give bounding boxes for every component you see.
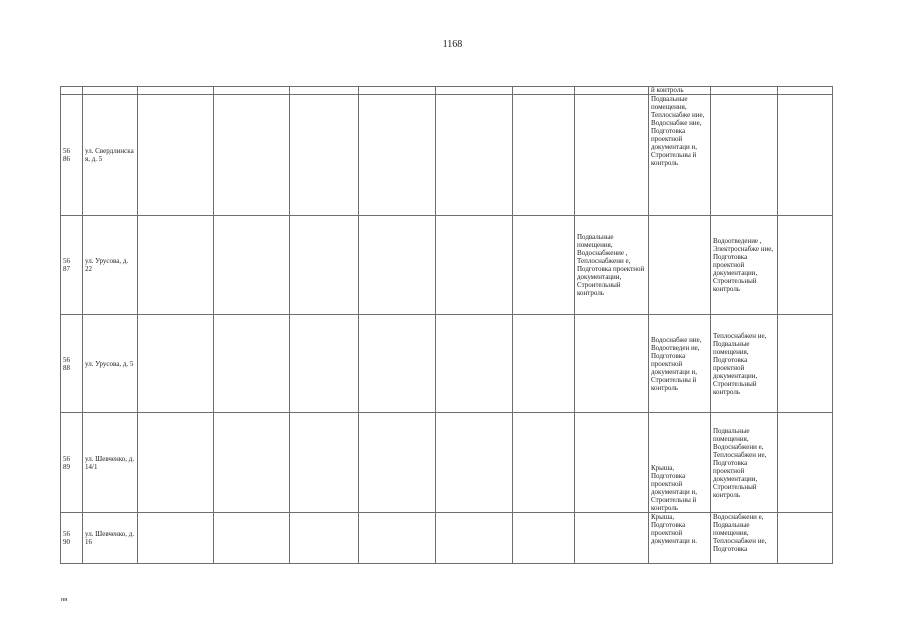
page-number: 1168: [442, 39, 463, 50]
table-row: [61, 315, 833, 413]
cell-works-col8: [575, 95, 649, 216]
cell-works-col9: Подвальные помещения, Теплоснабже ние, Водоснабже ние, Подготовка проектной документаци и, Строительны й контроль: [649, 95, 711, 216]
cell-works-col9: [649, 87, 711, 95]
table-row-continuation: [61, 87, 833, 95]
table-row: [61, 95, 833, 216]
cell-address: [83, 87, 138, 95]
cell-address: ул. Урусова, д. 5: [83, 315, 138, 413]
cell-num: 56 89: [61, 413, 83, 513]
cell-num: 56 88: [61, 315, 83, 413]
footer-mark: нн: [61, 597, 68, 603]
cell-num: 56 87: [61, 216, 83, 315]
cell-works-col10: Подвальные помещения, Водоснабжени е, Теплоснабжен ие, Подготовка проектной документации, Строительный контроль: [711, 413, 778, 513]
cell-address: ул. Свердлинска я, д. 5: [83, 95, 138, 216]
cell-works-col8: [575, 413, 649, 513]
cell-works-col10: [711, 95, 778, 216]
table-row: [61, 413, 833, 513]
cell-works-col10: Теплоснабжен ие, Подвальные помещения, Подготовка проектной документации, Строительный контроль: [711, 315, 778, 413]
cell-works-col8: Подвальные помещения, Водоснабжение , Теплоснабжени е, Подготовка проектной документации, Строительный контроль: [575, 216, 649, 315]
cell-works-col10: Водоснабжени е, Подвальные помещения, Теплоснабжен ие, Подготовка: [711, 513, 778, 564]
cell-works-col9: Водоснабже ние, Водоотведен ие, Подготовка проектной документаци и, Строительны й контроль: [649, 315, 711, 413]
cell-num: 56 86: [61, 95, 83, 216]
cell-works-col10: Водоотведение , Электроснабже ние, Подготовка проектной документации, Строительный контроль: [711, 216, 778, 315]
cell-address: ул. Урусова, д. 22: [83, 216, 138, 315]
cell-works-col10: [711, 87, 778, 95]
cell-works-col9: Крыша, Подготовка проектной документаци и.: [649, 513, 711, 564]
cell-works-col9: Крыша, Подготовка проектной документаци и, Строительны й контроль: [649, 413, 711, 513]
table-row: [61, 513, 833, 564]
cell-works-col9: [649, 216, 711, 315]
repair-schedule-table: [60, 86, 833, 564]
cell-num: 56 90: [61, 513, 83, 564]
continuation-text: й контроль: [651, 87, 684, 94]
table-row: [61, 216, 833, 315]
cell-num: [61, 87, 83, 95]
cell-works-col8: [575, 87, 649, 95]
cell-address: ул. Шевченко, д. 16: [83, 513, 138, 564]
cell-address: ул. Шевченко, д. 14/1: [83, 413, 138, 513]
cell-works-col8: [575, 513, 649, 564]
cell-works-col8: [575, 315, 649, 413]
